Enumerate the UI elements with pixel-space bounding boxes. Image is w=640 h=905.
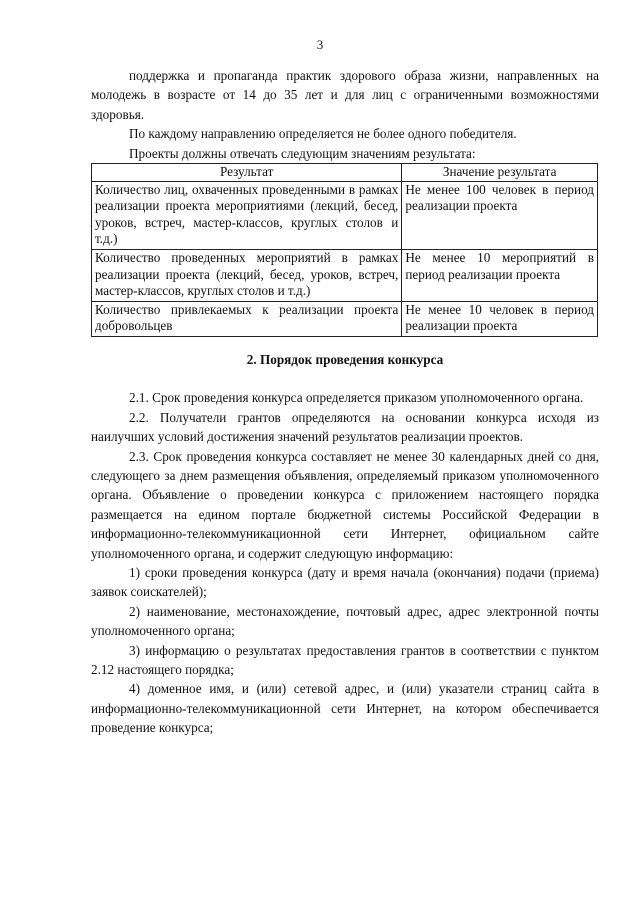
table-row [92, 250, 598, 302]
table-cell-value: Не менее 10 человек в период реализации проекта [402, 301, 598, 336]
document-body [91, 66, 599, 738]
list-item: 3) информацию о результатах предоставления грантов в соответствии с пунктом 2.12 настоящего порядка; [91, 642, 599, 678]
paragraph-2-1: 2.1. Срок проведения конкурса определяется приказом уполномоченного органа. [129, 390, 584, 406]
table-intro: Проекты должны отвечать следующим значениям результата: [129, 145, 476, 161]
paragraph-2-2: 2.2. Получатели грантов определяются на основании конкурса исходя из наилучших условий достижения значений результатов реализации проектов. [91, 409, 599, 445]
table-cell-value: Не менее 10 мероприятий в период реализации проекта [402, 250, 598, 302]
intro-paragraph: поддержка и пропаганда практик здорового образа жизни, направленных на молодежь в возрасте от 14 до 35 лет и для лиц с ограниченными возможностями здоровья. [91, 68, 599, 122]
table-cell-result: Количество проведенных мероприятий в рамках реализации проекта (лекций, бесед, уроков, встреч, мастер-классов, круглых столов и т.д.) [92, 250, 402, 302]
winner-note: По каждому направлению определяется не более одного победителя. [129, 126, 517, 142]
list-item: 1) сроки проведения конкурса (дату и время начала (окончания) подачи (приема) заявок соискателей); [91, 565, 599, 600]
paragraph-2-3: 2.3. Срок проведения конкурса составляет не менее 30 календарных дней со дня, следующего за днем размещения объявления, определяемый приказом уполномоченного органа. Объявление о проведении конкурса с приложением настоящего порядка размещается на едином портале бюджетной системы Российской Федерации в информационно-телекоммуникационной сети Интернет, официальном сайте уполномоченного органа, и содержит следующую информацию: [91, 448, 599, 561]
list-item: 4) доменное имя, и (или) сетевой адрес, и (или) указатели страниц сайта в информационно-телекоммуникационной сети Интернет, на котором обеспечивается проведение конкурса; [91, 681, 599, 736]
table-row [92, 301, 598, 336]
table-cell-result: Количество привлекаемых к реализации проекта добровольцев [92, 301, 402, 336]
results-table [91, 163, 598, 337]
table-cell-value: Не менее 100 человек в период реализации проекта [402, 181, 598, 249]
section-heading: 2. Порядок проведения конкурса [246, 351, 444, 367]
table-header-row [92, 164, 598, 182]
table-header-result: Результат [92, 164, 402, 182]
table-cell-result: Количество лиц, охваченных проведенными в рамках реализации проекта мероприятиями (лекций, бесед, уроков, встреч, мастер-классов, круглых столов и т.д.) [92, 181, 402, 249]
table-header-value: Значение результата [402, 164, 598, 182]
table-row [92, 181, 598, 249]
list-item: 2) наименование, местонахождение, почтовый адрес, адрес электронной почты уполномоченного органа; [91, 603, 599, 639]
page-number: 3 [316, 37, 324, 52]
